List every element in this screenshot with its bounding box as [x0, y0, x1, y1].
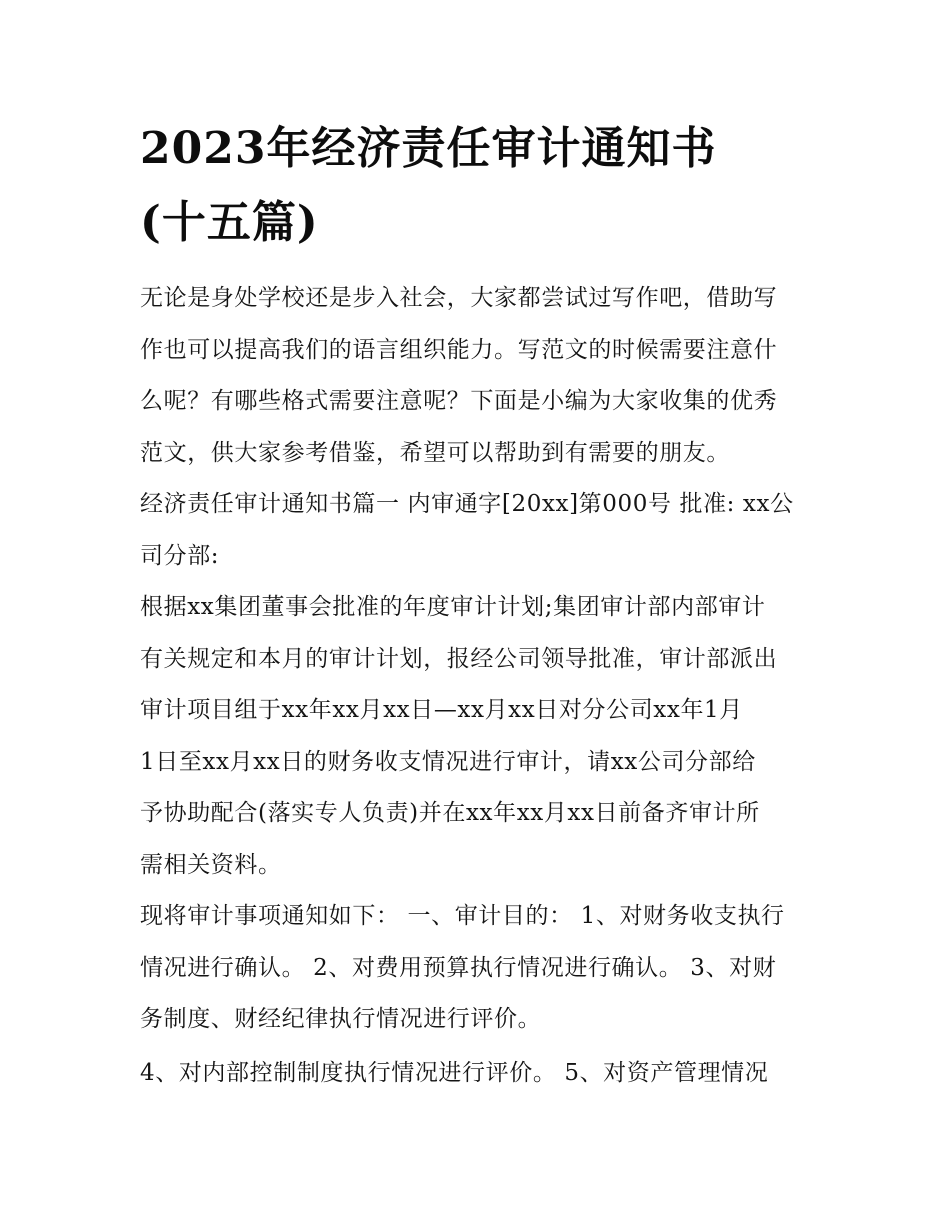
document-body [140, 273, 820, 1099]
audit-items-paragraph [140, 891, 820, 1046]
text-line: 1日至xx月xx日的财务收支情况进行审计，请xx公司分部给 [140, 748, 756, 775]
notice-header-paragraph [140, 479, 820, 582]
text-line: 经济责任审计通知书篇一 内审通字[20xx]第000号 批准: xx公 [140, 491, 794, 517]
text-line: 现将审计事项通知如下： 一、审计目的： 1、对财务收支执行 [140, 903, 785, 929]
text-line: 无论是身处学校还是步入社会，大家都尝试过写作吧，借助写 [140, 285, 778, 311]
audit-basis-paragraph [140, 582, 820, 891]
text-line: 根据xx集团董事会批准的年度审计计划;集团审计部内部审计 [140, 594, 766, 620]
text-line: 审计项目组于xx年xx月xx日—xx月xx日对分公司xx年1月 [140, 697, 743, 723]
intro-paragraph [140, 273, 820, 479]
text-line: 么呢？有哪些格式需要注意呢？下面是小编为大家收集的优秀 [140, 388, 778, 414]
text-line: 予协助配合(落实专人负责)并在xx年xx月xx日前备齐审计所 [140, 800, 760, 826]
text-line: 作也可以提高我们的语言组织能力。写范文的时候需要注意什 [140, 336, 778, 363]
text-line: 4、对内部控制制度执行情况进行评价。 5、对资产管理情况 [140, 1059, 769, 1086]
audit-items-continued-paragraph [140, 1048, 820, 1100]
text-line: 务制度、财经纪律执行情况进行评价。 [140, 1006, 542, 1032]
text-line: 范文，供大家参考借鉴，希望可以帮助到有需要的朋友。 [140, 439, 730, 466]
text-line: 司分部: [140, 542, 220, 569]
text-line: 需相关资料。 [140, 851, 282, 878]
text-line: 情况进行确认。 2、对费用预算执行情况进行确认。 3、对财 [140, 954, 777, 981]
title-line: (十五篇) [140, 197, 319, 248]
title-line: 2023年经济责任审计通知书 [140, 123, 717, 174]
text-line: 有关规定和本月的审计计划，报经公司领导批准，审计部派出 [140, 645, 778, 672]
document-title [140, 112, 820, 260]
